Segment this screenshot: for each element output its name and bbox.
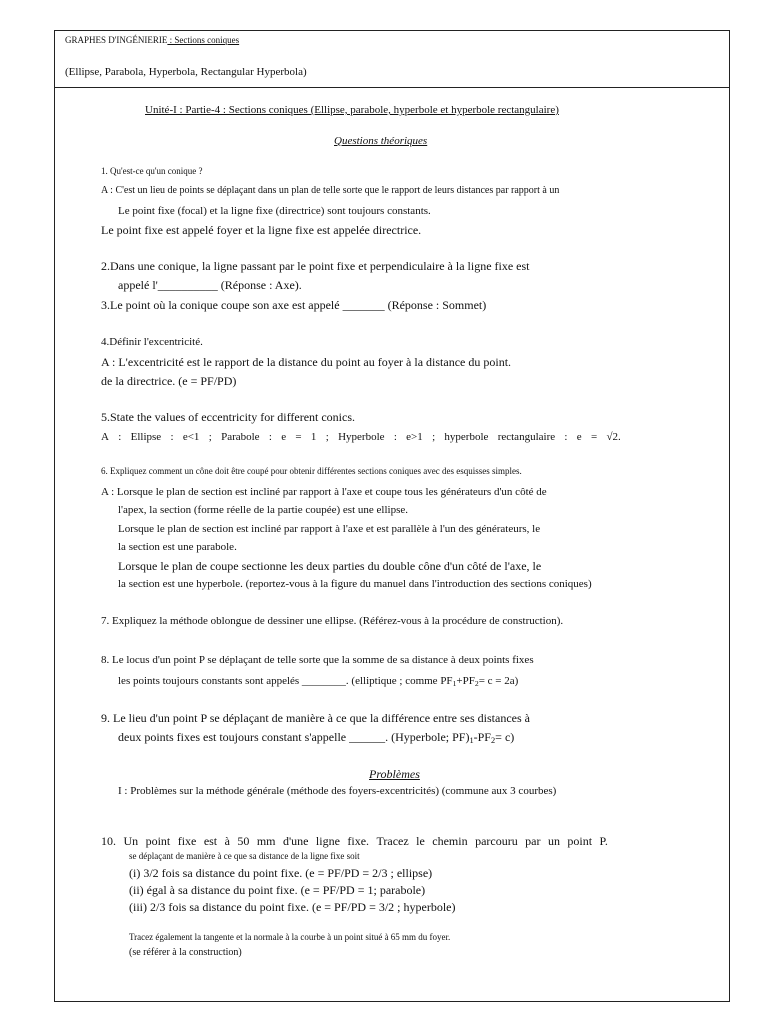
q5-answer-word: A (101, 431, 109, 443)
q1-answer-line3: Le point fixe est appelé foyer et la ligne fixe est appelée directrice. (101, 223, 422, 237)
q6-answer-line5: Lorsque le plan de coupe sectionne les deux parties du double cône d'un côté de l'axe, le (118, 559, 542, 573)
q5-answer-word: Hyperbole (338, 431, 385, 443)
q5-question: 5.State the values of eccentricity for different conics. (101, 410, 356, 424)
q10-line1-word: à (224, 834, 230, 848)
q2-line2: appelé l'__________ (Réponse : Axe). (118, 278, 302, 292)
q8-subscript-2: 2 (474, 679, 479, 688)
q10-item3: (iii) 2/3 fois sa distance du point fixe. (e = PF/PD = 3/2 ; hyperbole) (129, 900, 456, 914)
theory-heading: Questions théoriques (334, 135, 428, 147)
q8-line2-plus: +PF (456, 675, 475, 687)
q6-answer-line1: A : Lorsque le plan de section est incliné par rapport à l'axe et coupe tous les générateurs d'un côté de (101, 486, 547, 498)
q5-answer-word: Parabole (221, 431, 260, 443)
q9-line1: 9. Le lieu d'un point P se déplaçant de manière à ce que la différence entre ses distances à (101, 711, 530, 725)
q10-line1-word: mm (256, 834, 276, 848)
q9-subscript-2: 2 (490, 736, 496, 745)
q5-answer-word: : (118, 431, 122, 443)
q10-line1-word: point (567, 834, 593, 848)
q10-item1: (i) 3/2 fois sa distance du point fixe. (e = PF/PD = 2/3 ; ellipse) (129, 866, 433, 880)
q10-line1-word: fixe (177, 834, 197, 848)
q5-answer-word: hyperbole (444, 431, 489, 443)
q10-note2: (se référer à la construction) (129, 947, 242, 958)
q5-answer-word: e (281, 431, 287, 443)
q5-answer-word: = (590, 431, 598, 443)
q5-answer-word: = (295, 431, 302, 443)
q10-line1-word: d'une (282, 834, 309, 848)
q5-answer-word: : (268, 431, 272, 443)
q8-line2 (118, 676, 518, 687)
q10-line1 (101, 835, 608, 847)
q5-answer-word: ; (208, 431, 212, 443)
q6-question: 6. Expliquez comment un cône doit être coupé pour obtenir différentes sections coniques avec des esquisses simples. (101, 466, 522, 476)
q10-line1-word: par (525, 834, 541, 848)
q6-answer-line3: Lorsque le plan de section est incliné par rapport à l'axe et est parallèle à l'un des générateurs, le (118, 523, 541, 535)
q3-line1: 3.Le point où la conique coupe son axe est appelé _______ (Réponse : Sommet) (101, 298, 487, 312)
q10-item2: (ii) égal à sa distance du point fixe. (e = PF/PD = 1; parabole) (129, 883, 426, 897)
q2-line1: 2.Dans une conique, la ligne passant par le point fixe et perpendiculaire à la ligne fixe est (101, 259, 530, 273)
q10-line1-word: parcouru (475, 834, 518, 848)
q10-line1-word: le (416, 834, 425, 848)
q1-answer-line1: A : C'est un lieu de points se déplaçant dans un plan de telle sorte que le rapport de leurs distances par rapport à un (101, 185, 560, 196)
q7-line1: 7. Expliquez la méthode oblongue de dessiner une ellipse. (Référez-vous à la procédure de construction). (101, 615, 564, 627)
q9-subscript-1: 1 (469, 736, 474, 745)
document-header (65, 36, 239, 45)
q6-answer-line4: la section est une parabole. (118, 541, 237, 553)
q10-line1-word: ligne (315, 834, 340, 848)
q10-line1-word: un (547, 834, 560, 848)
unit-title: Unité-I : Partie-4 : Sections coniques (Ellipse, parabole, hyperbole et hyperbole rectangulaire) (145, 104, 559, 116)
problems-heading: Problèmes (369, 767, 420, 781)
q5-answer-word: : (564, 431, 568, 443)
q5-answer-word: e<1 (182, 431, 200, 443)
q4-question: 4.Définir l'excentricité. (101, 336, 203, 348)
q10-line1-word: point (145, 834, 171, 848)
q8-line2-end: = c = 2a) (478, 675, 519, 687)
q10-line1-word: Un (123, 834, 139, 848)
header-divider (54, 87, 730, 88)
q5-answer-word: e (576, 431, 582, 443)
q4-answer-line2: de la directrice. (e = PF/PD) (101, 374, 237, 388)
q10-line1-word: 50 (237, 834, 250, 848)
q8-line2-text: les points toujours constants sont appelés ________. (elliptique ; comme PF (118, 675, 453, 687)
header-title: GRAPHES D'INGÉNIERIE (65, 35, 168, 45)
q5-answer-word: Ellipse (130, 431, 162, 443)
q9-line2-end: = c) (495, 730, 515, 744)
q8-line1: 8. Le locus d'un point P se déplaçant de telle sorte que la somme de sa distance à deux points fixes (101, 654, 534, 666)
q5-answer-word: 1 (310, 431, 317, 443)
q6-answer-line6: la section est une hyperbole. (reportez-vous à la figure du manuel dans l'introduction des sections coniques) (118, 578, 592, 590)
problems-subheading: I : Problèmes sur la méthode générale (méthode des foyers-excentricités) (commune aux 3 courbes) (118, 785, 557, 797)
q9-line2-minus: -PF (473, 730, 491, 744)
q10-line1-word: est (203, 834, 218, 848)
q9-line2 (118, 731, 514, 743)
q10-line2: se déplaçant de manière à ce que sa distance de la ligne fixe soit (129, 851, 360, 861)
q5-answer-word: : (170, 431, 174, 443)
q5-answer-word: e>1 (406, 431, 423, 443)
q6-answer-line2: l'apex, la section (forme réelle de la partie coupée) est une ellipse. (118, 504, 408, 516)
header-topics: (Ellipse, Parabola, Hyperbola, Rectangular Hyperbola) (65, 66, 307, 78)
q5-answer-word: ; (432, 431, 436, 443)
q10-line1-word: Tracez (376, 834, 409, 848)
q1-answer-line2: Le point fixe (focal) et la ligne fixe (directrice) sont toujours constants. (118, 205, 431, 217)
header-subtitle: : Sections coniques (167, 35, 240, 45)
q5-answer-word: : (393, 431, 397, 443)
q4-answer-line1: A : L'excentricité est le rapport de la distance du point au foyer à la distance du point. (101, 355, 512, 369)
q10-note1: Tracez également la tangente et la normale à la courbe à un point situé à 65 mm du foyer. (129, 932, 451, 942)
q9-line2-text: deux points fixes est toujours constant s'appelle ______. (Hyperbole; PF) (118, 730, 470, 744)
q5-answer (101, 432, 621, 443)
q5-answer-word: √2. (606, 431, 621, 443)
q10-line1-word: fixe. (347, 834, 370, 848)
q1-question: 1. Qu'est-ce qu'un conique ? (101, 166, 203, 176)
q10-line1-word: chemin (432, 834, 468, 848)
q10-line1-word: 10. (101, 834, 116, 848)
q10-line1-word: P. (599, 834, 608, 848)
q5-answer-word: rectangulaire (497, 431, 556, 443)
q5-answer-word: ; (325, 431, 329, 443)
q8-subscript-1: 1 (452, 679, 457, 688)
